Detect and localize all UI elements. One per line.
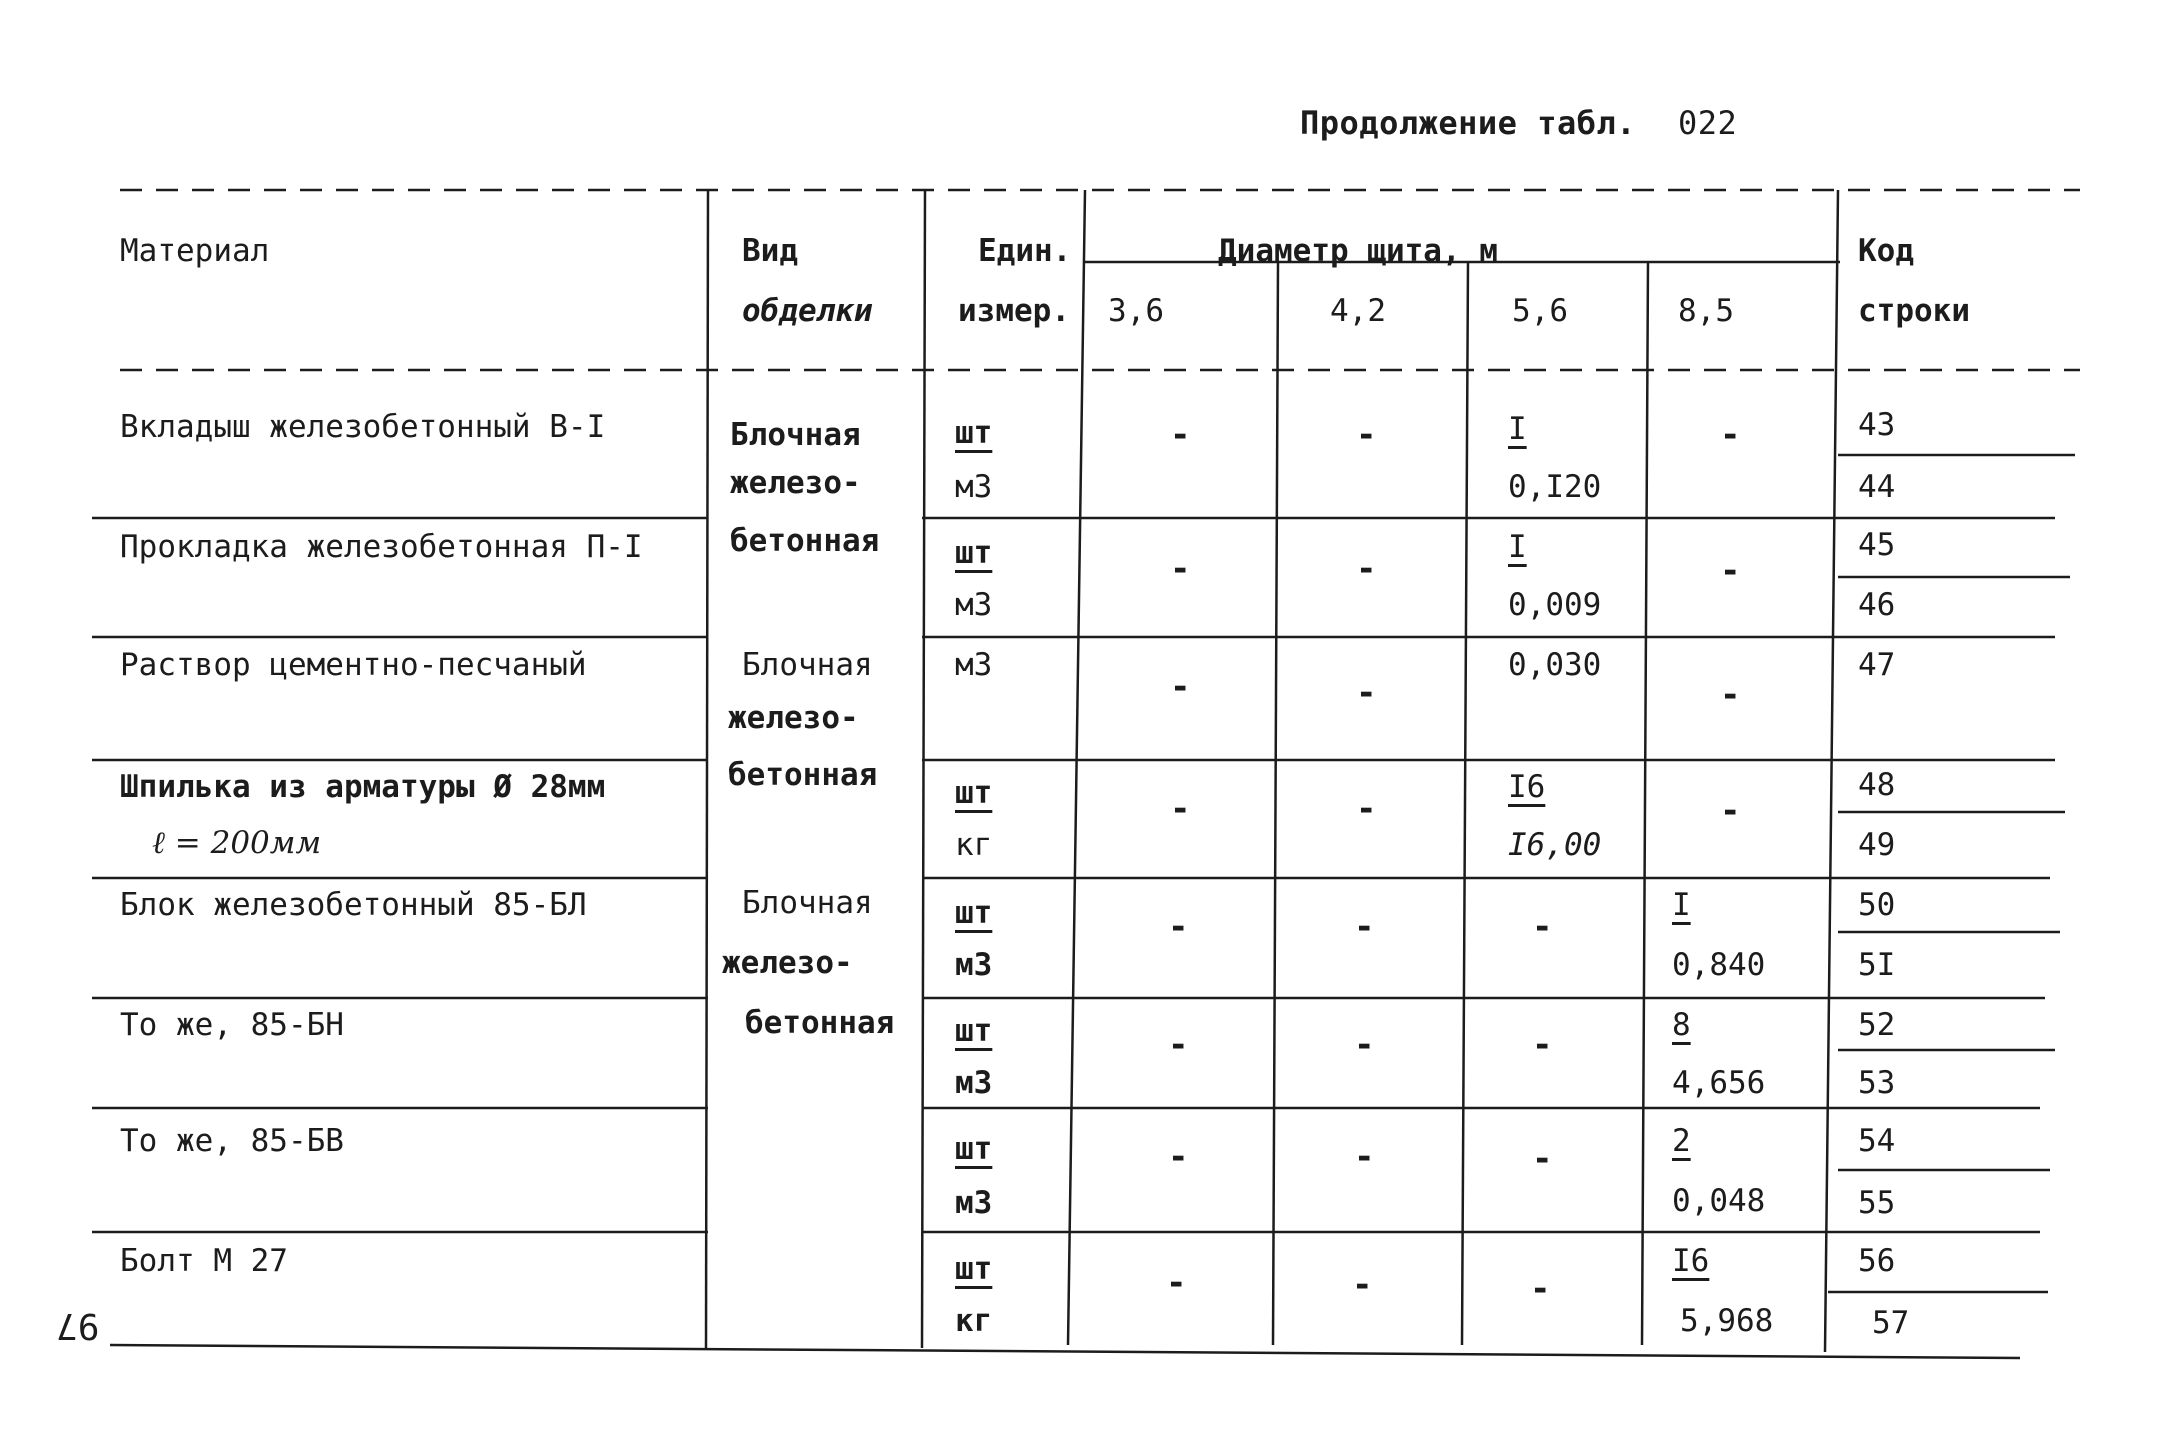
row-4-material: Шпилька из арматуры Ø 28мм (120, 769, 606, 805)
row-2-d36: - (1170, 549, 1191, 589)
col-line-finish (706, 190, 708, 1350)
row-7-code-1: 54 (1858, 1123, 1896, 1159)
row-3-material: Раствор цементно-песчаный (120, 647, 587, 683)
row-8-unit-2: кг (955, 1303, 993, 1339)
row-4-d56: I6 (1508, 769, 1546, 805)
row-2-code-2: 46 (1858, 587, 1896, 623)
row-7-d56: - (1532, 1139, 1553, 1179)
row-6-d42: - (1354, 1025, 1375, 1065)
row-8-code-2: 57 (1872, 1305, 1910, 1341)
row-7-d42: - (1354, 1137, 1375, 1177)
row-1-unit-1: шт (955, 415, 993, 451)
header-d36: 3,6 (1108, 293, 1164, 329)
row-2-d56-second: 0,009 (1508, 587, 1602, 623)
row-8-unit-1: шт (955, 1251, 993, 1287)
row-7-material: То же, 85-БВ (120, 1123, 344, 1159)
row-3-d56: 0,030 (1508, 647, 1602, 683)
row-3-d36: - (1170, 667, 1191, 707)
row-8-material: Болт М 27 (120, 1243, 288, 1279)
row-5-code-2: 5I (1858, 947, 1896, 983)
finish-group-3-line-1: Блочная (742, 885, 873, 921)
header-code-1: Код (1858, 233, 1914, 269)
row-5-unit-2: м3 (955, 947, 993, 983)
col-line-d42 (1273, 262, 1278, 1345)
row-7-code-2: 55 (1858, 1185, 1896, 1221)
row-5-code-1: 50 (1858, 887, 1896, 923)
finish-group-1-line-3: бетонная (730, 523, 880, 559)
row-6-d36: - (1168, 1025, 1189, 1065)
col-line-unit (922, 190, 925, 1348)
row-6-unit-1: шт (955, 1013, 993, 1049)
finish-group-2-line-3: бетонная (728, 757, 878, 793)
finish-group-3-line-3: бетонная (745, 1005, 895, 1041)
header-d85: 8,5 (1678, 293, 1734, 329)
row-8-d42: - (1352, 1265, 1373, 1305)
row-4-d56-second: I6,00 (1508, 827, 1602, 863)
row-7-d36: - (1168, 1137, 1189, 1177)
row-7-d85: 2 (1672, 1123, 1691, 1159)
table-bottom-line (110, 1345, 2020, 1358)
finish-group-1-line-2: железо- (730, 465, 861, 501)
row-4-d85: - (1720, 791, 1741, 831)
row-6-material: То же, 85-БН (120, 1007, 344, 1043)
row-4-d42: - (1356, 789, 1377, 829)
row-6-d85-second: 4,656 (1672, 1065, 1766, 1101)
row-8-d85-second: 5,968 (1680, 1303, 1774, 1339)
finish-group-1-line-1: Блочная (730, 417, 861, 453)
row-2-unit-2: м3 (955, 587, 993, 623)
row-2-unit-1: шт (955, 535, 993, 571)
row-3-unit-1: м3 (955, 647, 993, 683)
header-d56: 5,6 (1512, 293, 1568, 329)
row-5-d42: - (1354, 907, 1375, 947)
row-1-unit-2: м3 (955, 469, 993, 505)
row-8-d36: - (1166, 1263, 1187, 1303)
row-8-d85: I6 (1672, 1243, 1710, 1279)
header-material: Материал (120, 233, 270, 269)
row-4-unit-1: шт (955, 775, 993, 811)
row-1-d56: I (1508, 411, 1527, 447)
row-7-d85-second: 0,048 (1672, 1183, 1766, 1219)
header-diameter: Диаметр щита, м (1218, 233, 1498, 269)
header-code-2: строки (1858, 293, 1970, 329)
row-4-unit-2: кг (955, 827, 993, 863)
row-5-d85-second: 0,840 (1672, 947, 1766, 983)
row-2-d56: I (1508, 529, 1527, 565)
row-2-d85: - (1720, 551, 1741, 591)
row-1-d42: - (1356, 415, 1377, 455)
row-4-material-line-2: ℓ = 200мм (152, 825, 322, 861)
row-3-d85: - (1720, 675, 1741, 715)
header-finish-1: Вид (742, 233, 798, 269)
row-4-code-1: 48 (1858, 767, 1896, 803)
row-1-material: Вкладыш железобетонный В-I (120, 409, 606, 445)
row-6-code-1: 52 (1858, 1007, 1896, 1043)
row-8-code-1: 56 (1858, 1243, 1896, 1279)
row-3-d42: - (1356, 673, 1377, 713)
header-d42: 4,2 (1330, 293, 1386, 329)
col-line-code (1825, 190, 1838, 1352)
row-6-unit-2: м3 (955, 1065, 993, 1101)
finish-group-3-line-2: железо- (722, 945, 853, 981)
row-6-d85: 8 (1672, 1007, 1691, 1043)
row-2-code-1: 45 (1858, 527, 1896, 563)
row-5-d56: - (1532, 907, 1553, 947)
row-4-d36: - (1170, 789, 1191, 829)
row-6-d56: - (1532, 1025, 1553, 1065)
row-1-d56-second: 0,I20 (1508, 469, 1602, 505)
caption-label: Продолжение табл. (1300, 104, 1637, 142)
row-3-code-1: 47 (1858, 647, 1896, 683)
row-1-code-2: 44 (1858, 469, 1896, 505)
col-line-d56 (1462, 262, 1468, 1345)
row-7-unit-1: шт (955, 1131, 993, 1167)
row-2-material: Прокладка железобетонная П-I (120, 529, 643, 565)
page-number: 97 (56, 1305, 100, 1346)
row-1-code-1: 43 (1858, 407, 1896, 443)
row-6-code-2: 53 (1858, 1065, 1896, 1101)
row-5-d36: - (1168, 907, 1189, 947)
caption-table-number: 022 (1678, 104, 1738, 142)
row-2-d42: - (1356, 549, 1377, 589)
row-1-d85: - (1720, 415, 1741, 455)
header-finish-2: обделки (742, 293, 873, 329)
row-1-d36: - (1170, 415, 1191, 455)
row-8-d56: - (1530, 1269, 1551, 1309)
header-unit-1: Един. (978, 233, 1072, 269)
row-7-unit-2: м3 (955, 1185, 993, 1221)
row-4-code-2: 49 (1858, 827, 1896, 863)
row-5-d85: I (1672, 887, 1691, 923)
col-line-d85 (1642, 262, 1648, 1345)
col-line-d36 (1068, 190, 1085, 1345)
row-5-material: Блок железобетонный 85-БЛ (120, 887, 587, 923)
row-5-unit-1: шт (955, 895, 993, 931)
header-unit-2: измер. (958, 293, 1070, 329)
finish-group-2-line-1: Блочная (742, 647, 873, 683)
finish-group-2-line-2: железо- (728, 700, 859, 736)
